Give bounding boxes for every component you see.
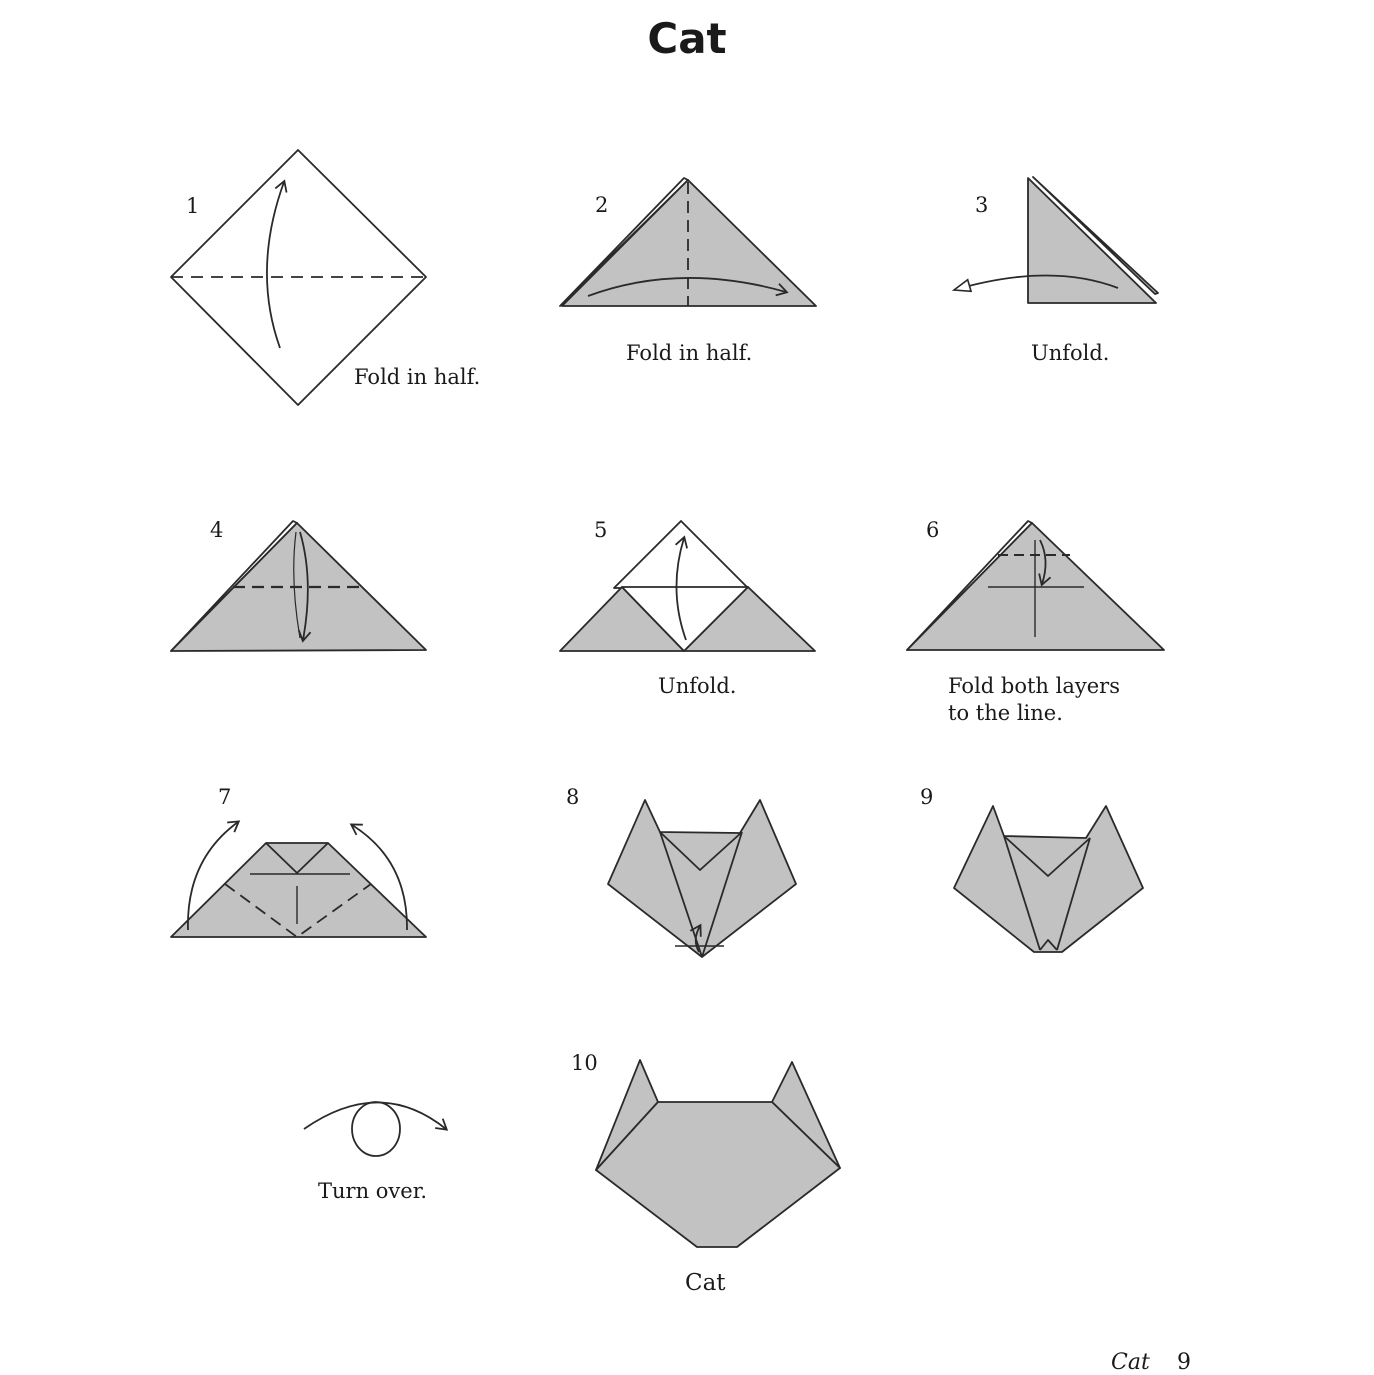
step-caption: Unfold. <box>658 674 737 698</box>
turn-over-caption: Turn over. <box>318 1179 428 1203</box>
step-10-diagram <box>596 1060 840 1247</box>
step-number: 6 <box>926 518 940 542</box>
step-7-diagram <box>171 822 426 937</box>
footer-running-title: Cat <box>1111 1350 1150 1375</box>
step-number: 2 <box>595 193 609 217</box>
step-number: 7 <box>218 785 232 809</box>
step-number: 1 <box>186 194 200 218</box>
turn-over-icon <box>304 1102 446 1156</box>
step-6-diagram <box>907 521 1164 650</box>
step-caption: to the line. <box>948 701 1063 725</box>
step-caption: Cat <box>685 1270 726 1296</box>
page-title: Cat <box>647 14 727 63</box>
step-caption: Fold both layers <box>948 674 1120 698</box>
page-number: 9 <box>1177 1350 1191 1375</box>
step-9-diagram <box>954 806 1143 952</box>
step-8-diagram <box>608 800 796 957</box>
step-number: 9 <box>920 785 934 809</box>
step-caption: Fold in half. <box>354 365 481 389</box>
step-number: 10 <box>571 1051 598 1075</box>
step-caption: Unfold. <box>1031 341 1110 365</box>
step-number: 4 <box>210 518 224 542</box>
step-caption: Fold in half. <box>626 341 753 365</box>
step-number: 5 <box>594 518 608 542</box>
step-number: 8 <box>566 785 580 809</box>
step-number: 3 <box>975 193 989 217</box>
